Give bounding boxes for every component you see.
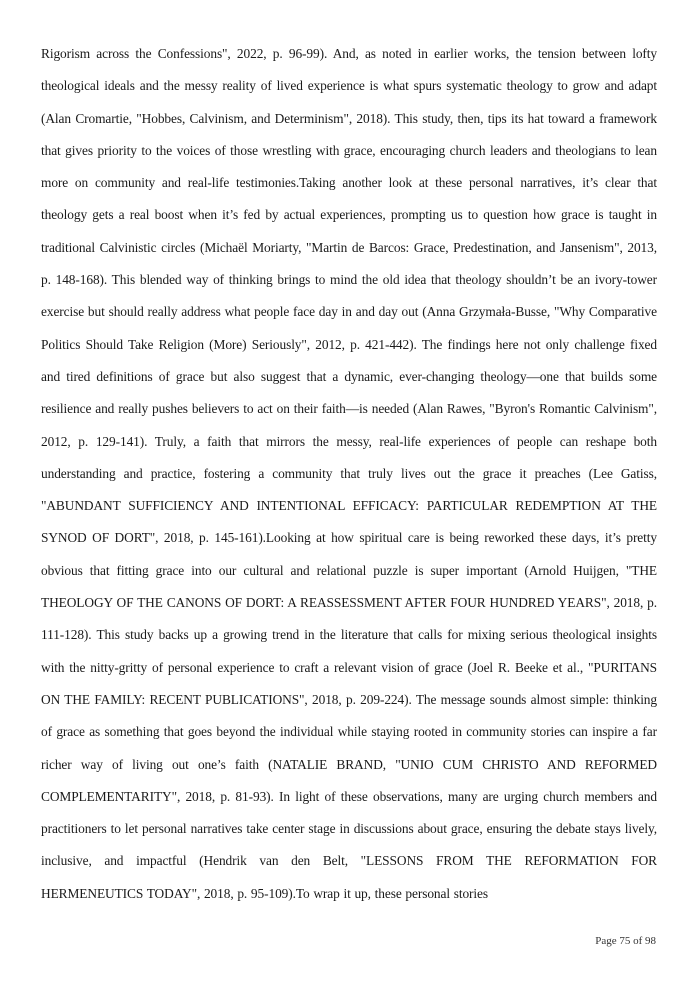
body-paragraph: Rigorism across the Confessions", 2022, p. 96-99). And, as noted in earlier works, the tension between lofty theological ideals and the messy reality of lived experience is what spurs systematic theology to grow and adapt (Alan Cromartie, "Hobbes, Calvinism, and Determinism", 2018). This study, then, tips its hat toward a framework that gives priority to the voices of those wrestling with grace, encouraging church leaders and theologians to lean more on community and real-life testimonies.Taking another look at these personal narratives, it’s clear that theology gets a real boost when it’s fed by actual experiences, prompting us to question how grace is taught in traditional Calvinistic circles (Michaël Moriarty, "Martin de Barcos: Grace, Predestination, and Jansenism", 2013, p. 148-168). This blended way of thinking brings to mind the old idea that theology shouldn’t be an ivory-tower exercise but should really address what people face day in and day out (Anna Grzymała-Busse, "Why Comparative Politics Should Take Religion (More) Seriously", 2012, p. 421-442). The findings here not only challenge fixed and tired definitions of grace but also suggest that a dynamic, ever-changing theology—one that builds some resilience and really pushes believers to act on their faith—is needed (Alan Rawes, "Byron's Romantic Calvinism", 2012, p. 129-141). Truly, a faith that mirrors the messy, real-life experiences of people can reshape both understanding and practice, fostering a community that truly lives out the grace it preaches (Lee Gatiss, "ABUNDANT SUFFICIENCY AND INTENTIONAL EFFICACY: PARTICULAR REDEMPTION AT THE SYNOD OF DORT", 2018, p. 145-161).Looking at how spiritual care is being reworked these days, it’s pretty obvious that fitting grace into our cultural and relational puzzle is super important (Arnold Huijgen, "THE THEOLOGY OF THE CANONS OF DORT: A REASSESSMENT AFTER FOUR HUNDRED YEARS", 2018, p. 111-128). This study backs up a growing trend in the literature that calls for mixing serious theological insights with the nitty-gritty of personal experience to craft a relevant vision of grace (Joel R. Beeke et al., "PURITANS ON THE FAMILY: RECENT PUBLICATIONS", 2018, p. 209-224). The message sounds almost simple: thinking of grace as something that goes beyond the individual while staying rooted in community stories can inspire a far richer way of living out one’s faith (NATALIE BRAND, "UNIO CUM CHRISTO AND REFORMED COMPLEMENTARITY", 2018, p. 81-93). In light of these observations, many are urging church members and practitioners to let personal narratives take center stage in discussions about grace, ensuring the debate stays lively, inclusive, and impactful (Hendrik van den Belt, "LESSONS FROM THE REFORMATION FOR HERMENEUTICS TODAY", 2018, p. 95-109).To wrap it up, these personal stories — [41, 46, 657, 901]
page-number: Page 75 of 98 — [595, 935, 656, 947]
